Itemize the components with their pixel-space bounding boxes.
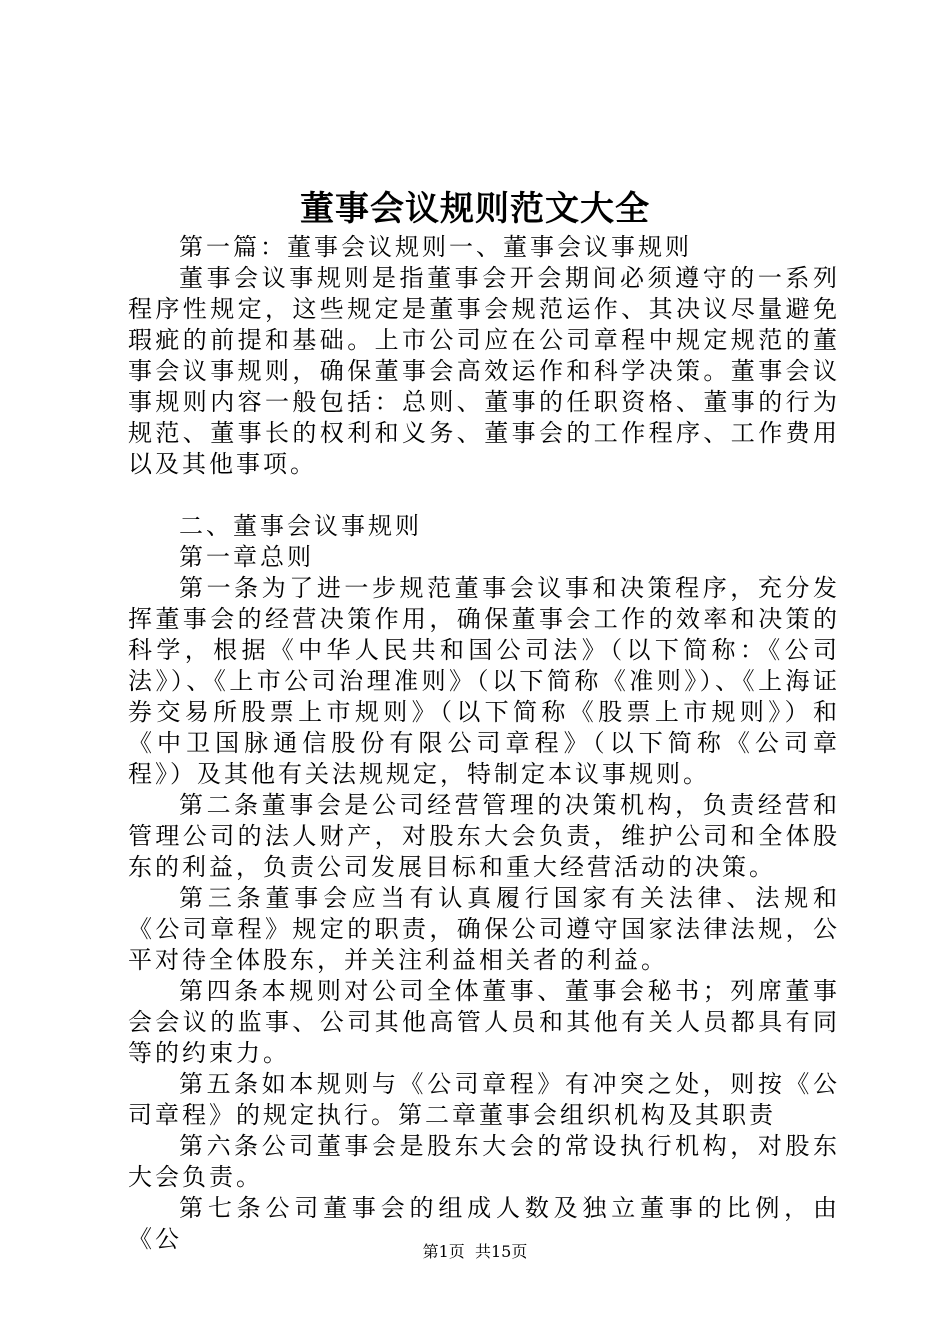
paragraph-article-5: 第五条如本规则与《公司章程》有冲突之处，则按《公司章程》的规定执行。第二章董事会组织机构及其职责 [128, 1070, 840, 1129]
paragraph-article-4: 第四条本规则对公司全体董事、董事会秘书；列席董事会会议的监事、公司其他高管人员和其他有关人员都具有同等的约束力。 [128, 977, 840, 1067]
paragraph-intro: 董事会议事规则是指董事会开会期间必须遵守的一系列程序性规定，这些规定是董事会规范运作、其决议尽量避免瑕疵的前提和基础。上市公司应在公司章程中规定规范的董事会议事规则，确保董事会高效运作和科学决策。董事会议事规则内容一般包括：总则、董事的任职资格、董事的行为规范、董事长的权利和义务、董事会的工作程序、工作费用以及其他事项。 [128, 264, 840, 478]
document-title: 董事会议规则范文大全 [300, 189, 650, 229]
page-number: 第1页 [422, 1242, 465, 1261]
paragraph-article-1: 第一条为了进一步规范董事会议事和决策程序，充分发挥董事会的经营决策作用，确保董事会工作的效率和决策的科学，根据《中华人民共和国公司法》（以下简称：《公司法》）、《上市公司治理准则》（以下简称《准则》）、《上海证券交易所股票上市规则》（以下简称《股票上市规则》）和《中卫国脉通信股份有限公司章程》（以下简称《公司章程》）及其他有关法规规定，特制定本议事规则。 [128, 574, 840, 788]
paragraph-chapter-heading: 第一章总则 [179, 543, 314, 571]
page-footer [0, 1240, 950, 1264]
document-body [128, 232, 840, 1255]
paragraph-section-heading: 二、董事会议事规则 [179, 512, 422, 540]
page-total: 共15页 [474, 1242, 528, 1261]
paragraph-article-7: 第七条公司董事会的组成人数及独立董事的比例，由《公 [128, 1194, 840, 1253]
paragraph-article-6: 第六条公司董事会是股东大会的常设执行机构，对股东大会负责。 [128, 1132, 840, 1191]
paragraph-part-heading: 第一篇：董事会议规则一、董事会议事规则 [179, 233, 692, 261]
paragraph-article-3: 第三条董事会应当有认真履行国家有关法律、法规和《公司章程》规定的职责，确保公司遵守国家法律法规，公平对待全体股东，并关注利益相关者的利益。 [128, 884, 840, 974]
paragraph-article-2: 第二条董事会是公司经营管理的决策机构，负责经营和管理公司的法人财产，对股东大会负责，维护公司和全体股东的利益，负责公司发展目标和重大经营活动的决策。 [128, 791, 840, 881]
blank-line [128, 480, 840, 511]
